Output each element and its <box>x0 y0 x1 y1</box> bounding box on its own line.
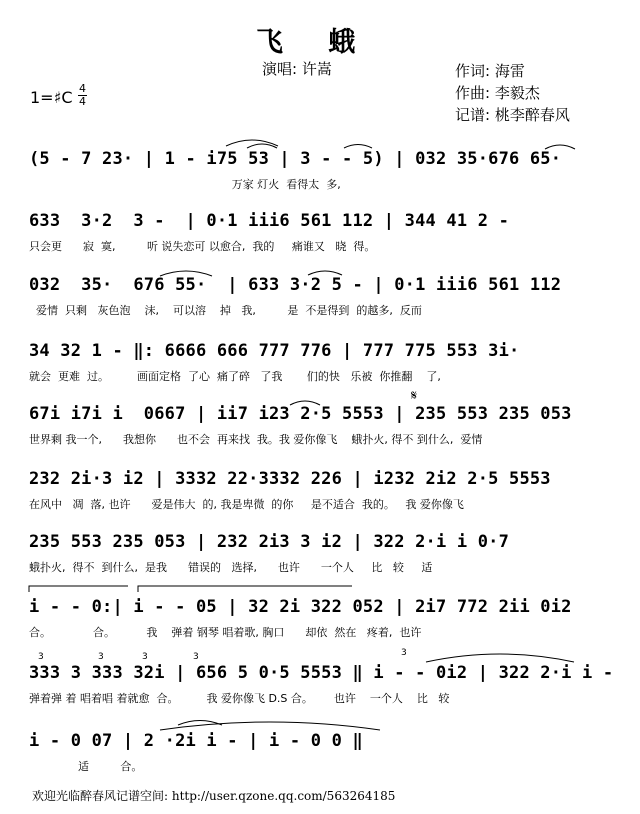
lyric-line: 合。 合。 我 弹着 钢琴 唱着歌, 胸口 却依 然在 疼着, 也许 <box>29 626 422 639</box>
slur <box>426 654 574 662</box>
score-row-1 <box>0 148 640 191</box>
notation-line: 34 32 1 - ‖: 6666 666 777 776 | 777 775 553 3i· <box>29 341 520 361</box>
notation-line: i - - 0:| i - - 05 | 32 2i 322 052 | 2i7 772 2ii 0i2 <box>29 597 572 617</box>
score-row-3 <box>0 274 640 317</box>
lyric-line: 在风中 凋 落, 也许 爱是伟大 的, 我是卑微 的你 是不适合 我的。 我 爱你像飞 <box>29 498 464 511</box>
time-signature-bottom: 4 <box>79 95 86 108</box>
lyric-line: 世界剩 我一个, 我想你 也不会 再来找 我。我 爱你像飞 蛾扑火, 得不 到什么, 爱情 <box>29 433 483 446</box>
score-row-4 <box>0 340 640 383</box>
triplet-mark: 3 <box>142 652 148 662</box>
score-row-8 <box>0 596 640 639</box>
notation-line: 633 3·2 3 - | 0·1 iii6 561 112 | 344 41 2 - <box>29 211 510 231</box>
song-title: 飞 蛾 <box>256 27 374 58</box>
footer-text: 欢迎光临醉春风记谱空间: http://user.qzone.qq.com/563264185 <box>32 789 396 803</box>
lyric-line: 爱情 只剩 灰色泡 沫, 可以溶 掉 我, 是 不是得到 的越多, 反而 <box>29 304 422 317</box>
transcriber-credit: 记谱: 桃李醉春风 <box>455 106 570 124</box>
lyric-line: 适 合。 <box>29 760 143 773</box>
slur <box>160 722 380 730</box>
volta-bracket-1 <box>29 586 128 592</box>
composer-credit: 作曲: 李毅杰 <box>455 84 540 102</box>
time-signature <box>78 84 87 107</box>
lyric-line: 只会更 寂 寞, 听 说失恋可 以愈合, 我的 痛谁又 晓 得。 <box>29 240 376 253</box>
triplet-mark: 3 <box>98 652 104 662</box>
notation-line: (5 - 7 23· | 1 - i75 53 | 3 - - 5) | 032 35·676 65· <box>29 149 562 169</box>
notation-line: 032 35· 676 55· | 633 3·2 5 - | 0·1 iii6 561 112 <box>29 275 562 295</box>
score-row-10 <box>0 730 640 773</box>
singer-credit: 演唱: 许嵩 <box>262 60 332 78</box>
lyric-line: 万家 灯火 看得太 多, <box>29 178 341 191</box>
score-row-9 <box>0 662 640 705</box>
lyric-line: 蛾扑火, 得不 到什么, 是我 错误的 选择, 也许 一个人 比 较 适 <box>29 561 433 574</box>
time-signature-top: 4 <box>79 82 86 95</box>
triplet-mark: 3 <box>193 652 199 662</box>
volta-bracket-2 <box>138 586 352 592</box>
lyric-line: 弹着弹 着 唱着唱 着就愈 合。 我 爱你像飞 D.S 合。 也许 一个人 比 较 <box>29 692 450 705</box>
triplet-mark: 3 <box>38 652 44 662</box>
triplet-mark: 3 <box>401 648 407 658</box>
score-row-2 <box>0 210 640 253</box>
segno-sign: 𝄋 <box>411 388 418 404</box>
notation-line: 333 3 333 32i | 656 5 0·5 5553 ‖ i - - 0i2 | 322 2·i i - <box>29 663 614 683</box>
notation-line: 235 553 235 053 | 232 2i3 3 i2 | 322 2·i i 0·7 <box>29 532 510 552</box>
notation-line: 232 2i·3 i2 | 3332 22·3332 226 | i232 2i2 2·5 5553 <box>29 469 551 489</box>
notation-line: i - 0 07 | 2 ·2i i - | i - 0 0 ‖ <box>29 731 363 751</box>
key-signature: 1=♯C <box>30 88 73 107</box>
lyricist-credit: 作词: 海雷 <box>455 62 525 80</box>
score-row-7 <box>0 531 640 574</box>
slur <box>226 140 278 146</box>
lyric-line: 就会 更难 过。 画面定格 了心 痛了碎 了我 们的快 乐被 你推翻 了, <box>29 370 441 383</box>
slur <box>178 721 222 726</box>
score-row-6 <box>0 468 640 511</box>
notation-line: 67i i7i i 0667 | ii7 i23 2·5 5553 | 235 553 235 053 <box>29 404 572 424</box>
score-row-5 <box>0 403 640 446</box>
